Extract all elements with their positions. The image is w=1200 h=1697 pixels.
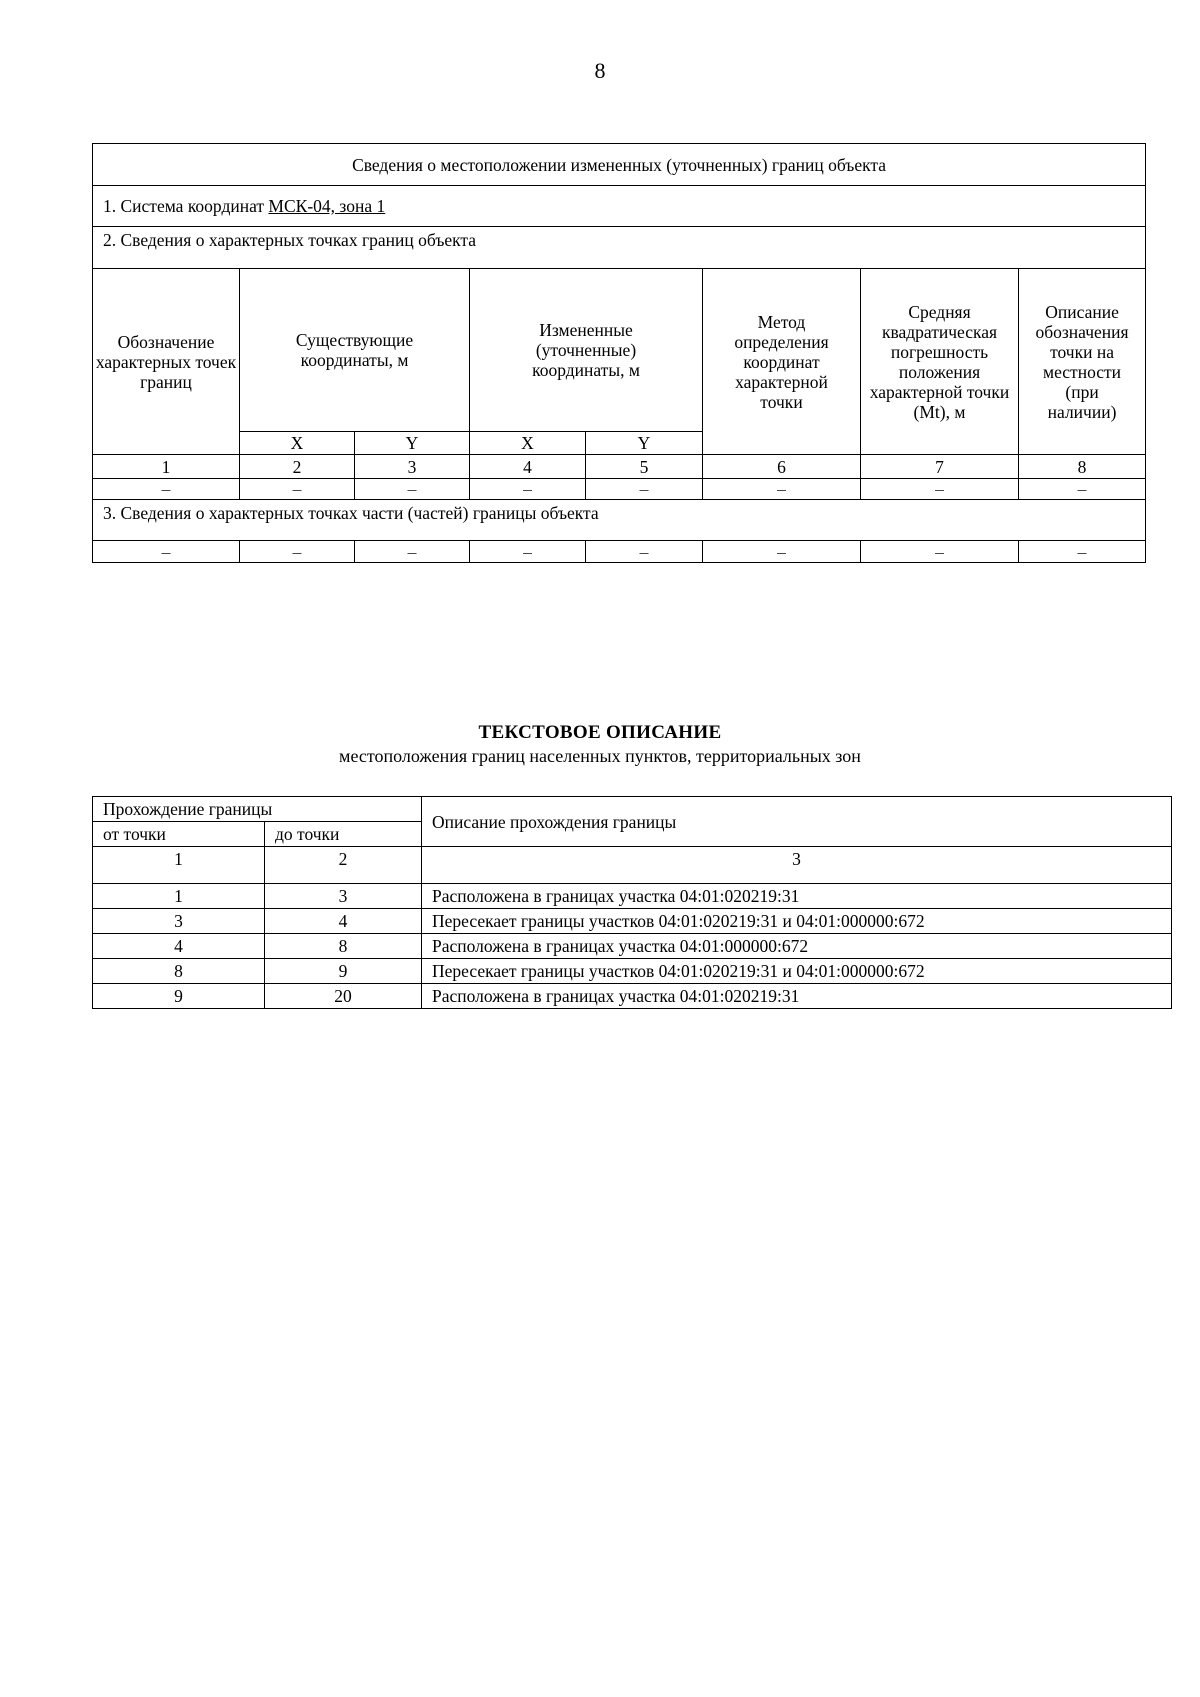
section2-heading: 2. Сведения о характерных точках границ объекта [93,227,1146,269]
empty-cell: – [861,479,1019,500]
empty-cell: – [355,479,470,500]
column-number: 6 [703,455,861,479]
table-row [93,909,1172,934]
coordinate-system-row [93,186,1146,227]
section-subtitle: местоположения границ населенных пунктов, территориальных зон [339,746,861,766]
header-passage: Прохождение границы [93,797,422,822]
header-existing-x: X [240,432,355,455]
header-existing-y: Y [355,432,470,455]
table-row [93,959,1172,984]
coordinate-system-value: МСК-04, зона 1 [268,196,386,216]
empty-cell: – [93,541,240,563]
empty-cell: – [861,541,1019,563]
from-point: 3 [93,909,265,934]
header-changed-x: X [470,432,586,455]
column-number: 2 [240,455,355,479]
to-point: 3 [265,884,422,909]
from-point: 9 [93,984,265,1009]
empty-cell: – [355,541,470,563]
section-title: ТЕКСТОВОЕ ОПИСАНИЕ [478,722,722,743]
header-description: Описание обозначения точки на местности (при наличии) [1019,269,1146,455]
empty-cell: – [93,479,240,500]
header-description: Описание прохождения границы [422,797,1172,847]
header-point-designation: Обозначение характерных точек границ [93,269,240,455]
column-number: 8 [1019,455,1146,479]
boundary-description: Пересекает границы участков 04:01:020219:31 и 04:01:000000:672 [422,909,1172,934]
column-number: 4 [470,455,586,479]
empty-cell: – [703,479,861,500]
to-point: 20 [265,984,422,1009]
empty-cell: – [240,541,355,563]
coordinate-system-label: 1. Система координат [103,196,265,216]
empty-cell: – [1019,479,1146,500]
column-number: 5 [586,455,703,479]
to-point: 8 [265,934,422,959]
table-caption: Сведения о местоположении измененных (уточненных) границ объекта [93,144,1146,186]
header-method: Метод определения координат характерной точки [703,269,861,455]
column-number: 1 [93,847,265,884]
column-number: 3 [355,455,470,479]
text-description-heading [0,722,1200,767]
header-changed-coordinates: Измененные (уточненные) координаты, м [470,269,703,432]
from-point: 8 [93,959,265,984]
empty-cell: – [1019,541,1146,563]
table-row [93,984,1172,1009]
boundary-description-table [92,796,1172,1009]
header-from-point: от точки [93,822,265,847]
empty-cell: – [586,541,703,563]
page-number: 8 [594,58,606,83]
column-number: 3 [422,847,1172,884]
boundary-description: Расположена в границах участка 04:01:000000:672 [422,934,1172,959]
boundary-description: Расположена в границах участка 04:01:020219:31 [422,984,1172,1009]
to-point: 9 [265,959,422,984]
column-number: 1 [93,455,240,479]
empty-cell: – [240,479,355,500]
from-point: 1 [93,884,265,909]
column-number: 2 [265,847,422,884]
header-to-point: до точки [265,822,422,847]
header-mean-error: Средняя квадратическая погрешность положения характерной точки (Mt), м [861,269,1019,455]
empty-cell: – [470,479,586,500]
from-point: 4 [93,934,265,959]
boundary-description: Расположена в границах участка 04:01:020219:31 [422,884,1172,909]
empty-cell: – [586,479,703,500]
header-changed-y: Y [586,432,703,455]
empty-cell: – [703,541,861,563]
section3-heading: 3. Сведения о характерных точках части (частей) границы объекта [93,500,1146,541]
to-point: 4 [265,909,422,934]
boundary-description: Пересекает границы участков 04:01:020219:31 и 04:01:000000:672 [422,959,1172,984]
empty-cell: – [470,541,586,563]
table-row [93,934,1172,959]
boundary-points-table [92,143,1146,563]
header-existing-coordinates: Существующие координаты, м [240,269,470,432]
table-row [93,884,1172,909]
column-number: 7 [861,455,1019,479]
